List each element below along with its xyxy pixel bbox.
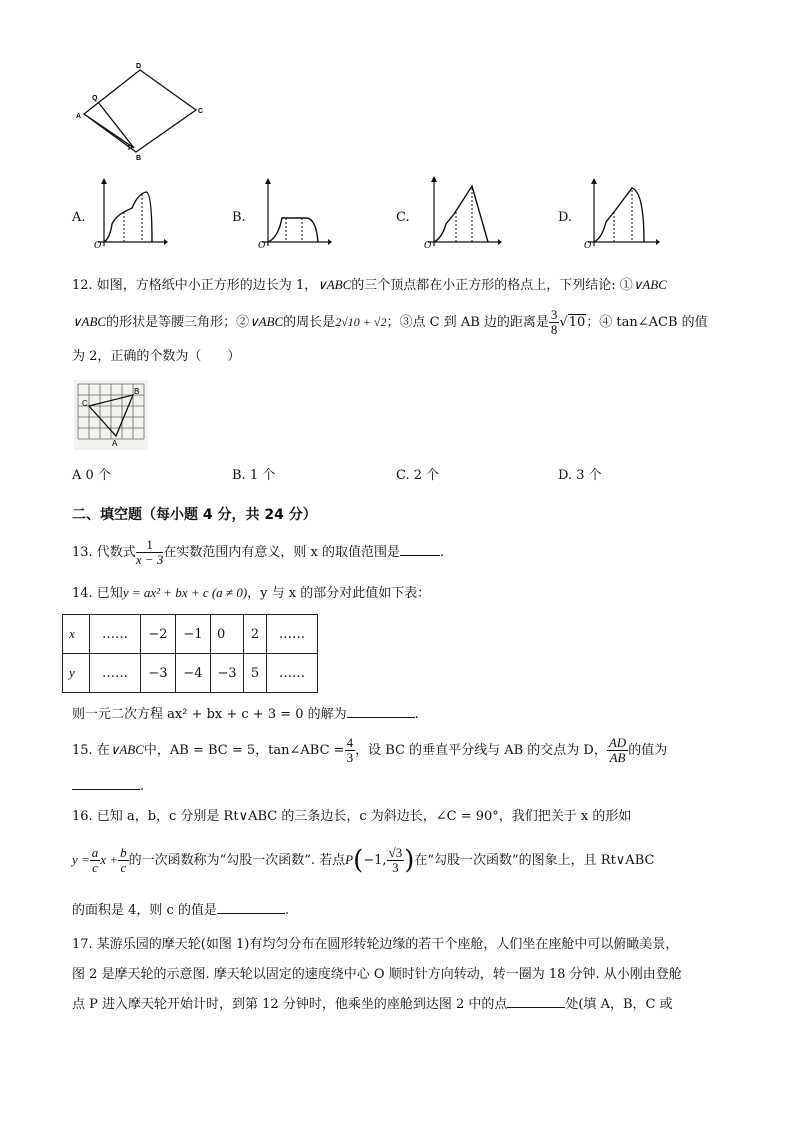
q11-option-a-label: A. xyxy=(72,210,86,225)
q17-line1: 17. 某游乐园的摩天轮(如图 1)有均匀分布在圆形转轮边缘的若干个座舱，人们坐在座舱中可以俯瞰美景， xyxy=(72,937,679,952)
q15-line1: 15. 在∨ABC中，AB = BC = 5，tan∠ABC = $\frac{4}{3}$ ，设 BC 的垂直平分线与 AB 的交点为 D， $\frac{AD}{AB}$ 的值为 xyxy=(72,735,668,765)
q12-option-b: B. 1 个 xyxy=(232,468,276,483)
q13-answer-blank[interactable] xyxy=(400,543,440,556)
table-row: x …… −2 −1 0 2 …… xyxy=(63,615,318,654)
q12-option-d: D. 3 个 xyxy=(558,468,602,483)
q17-line2: 图 2 是摩天轮的示意图. 摩天轮以固定的速度绕中心 O 顺时针方向转动，转一圈为 18 分钟. 从小刚由登舱 xyxy=(72,967,682,982)
q12-grid-label-b: B xyxy=(134,387,140,396)
q11-graph-b xyxy=(252,178,332,250)
q12-line2: ∨ABC的形状是等腰三角形；②∨ABC的周长是2√10 + √2；③点 C 到 AB 边的距离是 $\frac{3}{8}$ √10；④ tan∠ACB 的值 xyxy=(72,307,708,337)
q14-line2: 则一元二次方程 ax² + bx + c + 3 = 0 的解为 . xyxy=(72,707,419,722)
q11-option-b-label: B. xyxy=(232,210,246,225)
q11-option-d-label: D. xyxy=(558,210,573,225)
q15-answer-blank[interactable] xyxy=(72,777,140,790)
q12-line1: 12. 如图，方格纸中小正方形的边长为 1，∨ABC的三个顶点都在小正方形的格点上，下列结论: ①∨ABC xyxy=(72,277,667,293)
q16-answer-blank[interactable] xyxy=(217,901,285,914)
q12-line3: 为 2，正确的个数为（ ） xyxy=(72,349,241,364)
q17-line3: 点 P 进入摩天轮开始计时，到第 12 分钟时，他乘坐的座舱到达图 2 中的点 处(填 A，B，C 或 xyxy=(72,997,673,1012)
q15-line2: . xyxy=(72,776,732,798)
q13: 13. 代数式 $\frac{1}{x - 3}$ 在实数范围内有意义，则 x 的取值范围是 . xyxy=(72,537,445,567)
rhombus-label-b: B xyxy=(136,155,142,162)
q12-grid-label-c: C xyxy=(82,399,88,408)
section2-title: 二、填空题（每小题 4 分，共 24 分） xyxy=(72,507,317,523)
q16-line1: 16. 已知 a，b，c 分别是 Rt∨ABC 的三条边长，c 为斜边长，∠C = 90°，我们把关于 x 的形如 xyxy=(72,809,632,824)
q12-option-c: C. 2 个 xyxy=(396,468,440,483)
rhombus-label-d: D xyxy=(136,63,142,70)
q17-answer-blank[interactable] xyxy=(507,995,565,1008)
q11-graph-b-origin: O xyxy=(258,241,266,250)
q11-graph-a xyxy=(88,178,168,250)
rhombus-label-p: P xyxy=(128,145,133,152)
q11-graph-c xyxy=(418,176,502,250)
q11-graph-d xyxy=(578,178,662,250)
q12-grid-figure xyxy=(74,380,148,450)
q11-graph-a-origin: O xyxy=(94,241,102,250)
q12-grid-label-a: A xyxy=(112,439,118,448)
rhombus-figure xyxy=(72,58,212,168)
table-row: y …… −3 −4 −3 5 …… xyxy=(63,654,318,693)
q11-graph-d-origin: O xyxy=(584,241,592,250)
q14-line1: 14. 已知y = ax² + bx + c (a ≠ 0)，y 与 x 的部分对此值如下表： xyxy=(72,585,431,601)
rhombus-label-q: Q xyxy=(92,95,98,102)
q16-line3: 的面积是 4，则 c 的值是 . xyxy=(72,903,290,918)
q11-graph-c-origin: O xyxy=(424,241,432,250)
q12-option-a: A 0 个 xyxy=(72,468,111,483)
q14-value-table xyxy=(62,614,318,693)
q14-answer-blank[interactable] xyxy=(347,705,415,718)
rhombus-label-c: C xyxy=(198,108,204,115)
q11-option-c-label: C. xyxy=(396,210,410,225)
q16-line2: y = $\frac{a}{c}$ x + $\frac{b}{c}$ 的一次函数称为“勾股一次函数”. 若点P(−1, $\frac{√3}{3}$ )在“勾股一次函数”的图象上，且 Rt∨ABC xyxy=(72,845,655,876)
rhombus-label-a: A xyxy=(76,113,82,120)
